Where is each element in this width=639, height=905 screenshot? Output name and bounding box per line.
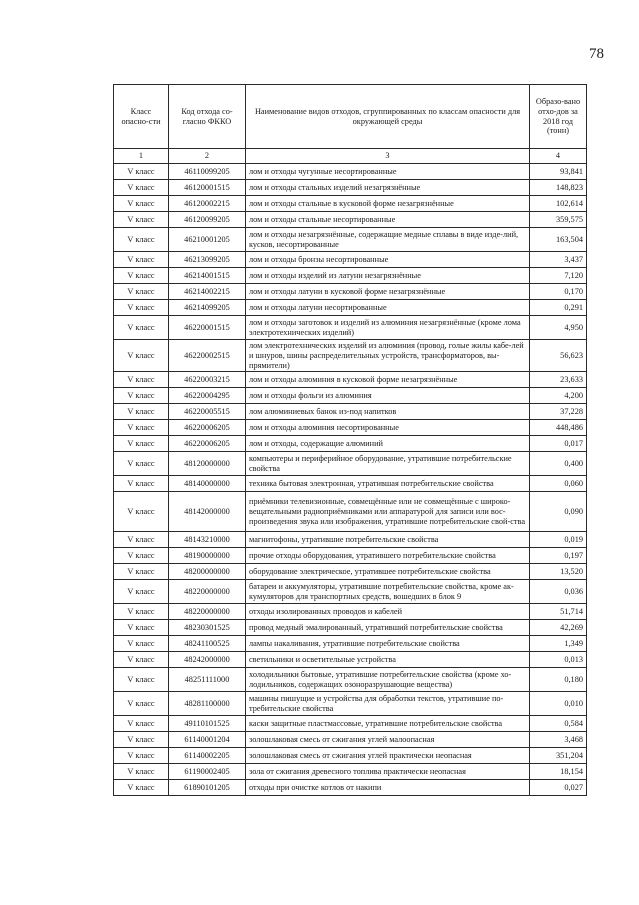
amount-cell: 148,823 [530, 180, 587, 196]
hazard-class-cell: V класс [114, 340, 169, 372]
amount-cell: 0,197 [530, 548, 587, 564]
column-number: 3 [246, 149, 530, 164]
fkko-code-cell: 46210001205 [169, 228, 246, 252]
table-row [114, 284, 587, 300]
waste-name-cell: батареи и аккумуляторы, утратившие потребительские свойства, кроме ак-кумуляторов для транспортных средств, вошедших в блок 9 [246, 580, 530, 604]
hazard-class-cell: V класс [114, 372, 169, 388]
amount-cell: 0,027 [530, 780, 587, 796]
fkko-code-cell: 46120002215 [169, 196, 246, 212]
hazard-class-cell: V класс [114, 420, 169, 436]
fkko-code-cell: 48140000000 [169, 476, 246, 492]
amount-cell: 0,584 [530, 716, 587, 732]
waste-name-cell: лом и отходы алюминия несортированные [246, 420, 530, 436]
header-hazard-class: Класс опасно-сти [114, 85, 169, 149]
table-row [114, 692, 587, 716]
fkko-code-cell: 49110101525 [169, 716, 246, 732]
waste-name-cell: оборудование электрическое, утратившее потребительские свойства [246, 564, 530, 580]
table-row [114, 548, 587, 564]
amount-cell: 3,437 [530, 252, 587, 268]
table-row [114, 652, 587, 668]
table-row [114, 196, 587, 212]
amount-cell: 3,468 [530, 732, 587, 748]
column-number: 2 [169, 149, 246, 164]
waste-name-cell: лом алюминиевых банок из-под напитков [246, 404, 530, 420]
hazard-class-cell: V класс [114, 212, 169, 228]
hazard-class-cell: V класс [114, 748, 169, 764]
fkko-code-cell: 48200000000 [169, 564, 246, 580]
waste-name-cell: зола от сжигания древесного топлива практически неопасная [246, 764, 530, 780]
fkko-code-cell: 61140001204 [169, 732, 246, 748]
fkko-code-cell: 48251111000 [169, 668, 246, 692]
waste-name-cell: лампы накаливания, утратившие потребительские свойства [246, 636, 530, 652]
waste-name-cell: золошлаковая смесь от сжигания углей малоопасная [246, 732, 530, 748]
amount-cell: 163,504 [530, 228, 587, 252]
hazard-class-cell: V класс [114, 452, 169, 476]
fkko-code-cell: 46220001515 [169, 316, 246, 340]
table-row [114, 668, 587, 692]
header-amount: Образо-вано отхо-дов за 2018 год (тонн) [530, 85, 587, 149]
table-row [114, 764, 587, 780]
amount-cell: 51,714 [530, 604, 587, 620]
amount-cell: 7,120 [530, 268, 587, 284]
hazard-class-cell: V класс [114, 436, 169, 452]
waste-name-cell: машины пишущие и устройства для обработки текстов, утратившие по-требительские свойства [246, 692, 530, 716]
amount-cell: 0,170 [530, 284, 587, 300]
table-row [114, 228, 587, 252]
fkko-code-cell: 48143210000 [169, 532, 246, 548]
waste-name-cell: магнитофоны, утратившие потребительские свойства [246, 532, 530, 548]
hazard-class-cell: V класс [114, 692, 169, 716]
table-row [114, 636, 587, 652]
table-row [114, 300, 587, 316]
hazard-class-cell: V класс [114, 716, 169, 732]
waste-name-cell: компьютеры и периферийное оборудование, утратившие потребительские свойства [246, 452, 530, 476]
amount-cell: 0,013 [530, 652, 587, 668]
amount-cell: 0,019 [530, 532, 587, 548]
waste-name-cell: отходы при очистке котлов от накипи [246, 780, 530, 796]
table-row [114, 492, 587, 532]
hazard-class-cell: V класс [114, 268, 169, 284]
page-number: 78 [589, 46, 604, 62]
fkko-code-cell: 46120001515 [169, 180, 246, 196]
waste-name-cell: лом и отходы заготовок и изделий из алюминия незагрязнённые (кроме лома электротехнических изделий) [246, 316, 530, 340]
fkko-code-cell: 48241100525 [169, 636, 246, 652]
amount-cell: 4,950 [530, 316, 587, 340]
amount-cell: 56,623 [530, 340, 587, 372]
amount-cell: 0,060 [530, 476, 587, 492]
table-row [114, 580, 587, 604]
hazard-class-cell: V класс [114, 668, 169, 692]
table-row [114, 252, 587, 268]
amount-cell: 0,291 [530, 300, 587, 316]
waste-name-cell: лом и отходы латуни в кусковой форме незагрязнённые [246, 284, 530, 300]
waste-name-cell: лом и отходы незагрязнённые, содержащие медные сплавы в виде изде-лий, кусков, несортированные [246, 228, 530, 252]
table-row [114, 180, 587, 196]
hazard-class-cell: V класс [114, 316, 169, 340]
table-row [114, 372, 587, 388]
hazard-class-cell: V класс [114, 604, 169, 620]
waste-name-cell: прочие отходы оборудования, утратившего потребительские свойства [246, 548, 530, 564]
header-waste-name: Наименование видов отходов, сгруппированных по классам опасности для окружающей среды [246, 85, 530, 149]
waste-name-cell: светильники и осветительные устройства [246, 652, 530, 668]
column-number: 4 [530, 149, 587, 164]
column-number: 1 [114, 149, 169, 164]
amount-cell: 102,614 [530, 196, 587, 212]
hazard-class-cell: V класс [114, 532, 169, 548]
fkko-code-cell: 46220006205 [169, 436, 246, 452]
amount-cell: 18,154 [530, 764, 587, 780]
table-row [114, 420, 587, 436]
table-row [114, 268, 587, 284]
table-row [114, 748, 587, 764]
amount-cell: 448,486 [530, 420, 587, 436]
table-row [114, 604, 587, 620]
fkko-code-cell: 46220002515 [169, 340, 246, 372]
amount-cell: 0,180 [530, 668, 587, 692]
waste-name-cell: приёмники телевизионные, совмещённые или не совмещённые с широко-вещательными радиоприёмниками или аппаратурой для записи или вос-произведения звука или изображения, утратившие потребительские свой-ства [246, 492, 530, 532]
amount-cell: 0,010 [530, 692, 587, 716]
fkko-code-cell: 46214002215 [169, 284, 246, 300]
table-row [114, 436, 587, 452]
header-fkko-code: Код отхода со-гласно ФККО [169, 85, 246, 149]
table-row [114, 404, 587, 420]
amount-cell: 0,036 [530, 580, 587, 604]
waste-name-cell: каски защитные пластмассовые, утратившие потребительские свойства [246, 716, 530, 732]
hazard-class-cell: V класс [114, 620, 169, 636]
hazard-class-cell: V класс [114, 284, 169, 300]
table-row [114, 564, 587, 580]
table-row [114, 476, 587, 492]
waste-name-cell: лом и отходы, содержащие алюминий [246, 436, 530, 452]
amount-cell: 351,204 [530, 748, 587, 764]
fkko-code-cell: 48281100000 [169, 692, 246, 716]
fkko-code-cell: 46214001515 [169, 268, 246, 284]
amount-cell: 93,841 [530, 164, 587, 180]
hazard-class-cell: V класс [114, 300, 169, 316]
amount-cell: 13,520 [530, 564, 587, 580]
table-row [114, 164, 587, 180]
waste-name-cell: лом и отходы чугунные несортированные [246, 164, 530, 180]
fkko-code-cell: 46120099205 [169, 212, 246, 228]
fkko-code-cell: 46214099205 [169, 300, 246, 316]
table-row [114, 532, 587, 548]
waste-name-cell: лом и отходы алюминия в кусковой форме незагрязнённые [246, 372, 530, 388]
fkko-code-cell: 46213099205 [169, 252, 246, 268]
amount-cell: 0,400 [530, 452, 587, 476]
waste-name-cell: лом и отходы стальные несортированные [246, 212, 530, 228]
hazard-class-cell: V класс [114, 732, 169, 748]
amount-cell: 23,633 [530, 372, 587, 388]
waste-name-cell: лом и отходы фольги из алюминия [246, 388, 530, 404]
hazard-class-cell: V класс [114, 652, 169, 668]
fkko-code-cell: 48120000000 [169, 452, 246, 476]
fkko-code-cell: 48230301525 [169, 620, 246, 636]
fkko-code-cell: 48220000000 [169, 580, 246, 604]
fkko-code-cell: 48242000000 [169, 652, 246, 668]
hazard-class-cell: V класс [114, 388, 169, 404]
table-header-row [114, 85, 587, 149]
hazard-class-cell: V класс [114, 548, 169, 564]
fkko-code-cell: 61890101205 [169, 780, 246, 796]
amount-cell: 42,269 [530, 620, 587, 636]
hazard-class-cell: V класс [114, 476, 169, 492]
waste-name-cell: лом электротехнических изделий из алюминия (провод, голые жилы кабе-лей и шнуров, шины распределительных устройств, трансформаторов, вы-прямители) [246, 340, 530, 372]
amount-cell: 1,349 [530, 636, 587, 652]
hazard-class-cell: V класс [114, 404, 169, 420]
fkko-code-cell: 46220006205 [169, 420, 246, 436]
hazard-class-cell: V класс [114, 636, 169, 652]
table-row [114, 716, 587, 732]
table-row [114, 452, 587, 476]
fkko-code-cell: 46220005515 [169, 404, 246, 420]
hazard-class-cell: V класс [114, 780, 169, 796]
column-number-row [114, 149, 587, 164]
waste-table [113, 84, 587, 796]
hazard-class-cell: V класс [114, 252, 169, 268]
table-row [114, 780, 587, 796]
table-row [114, 212, 587, 228]
fkko-code-cell: 48190000000 [169, 548, 246, 564]
amount-cell: 37,228 [530, 404, 587, 420]
table-row [114, 316, 587, 340]
waste-name-cell: техника бытовая электронная, утратившая потребительские свойства [246, 476, 530, 492]
fkko-code-cell: 46220004295 [169, 388, 246, 404]
amount-cell: 4,200 [530, 388, 587, 404]
waste-name-cell: лом и отходы стальные в кусковой форме незагрязнённые [246, 196, 530, 212]
amount-cell: 359,575 [530, 212, 587, 228]
hazard-class-cell: V класс [114, 164, 169, 180]
fkko-code-cell: 46110099205 [169, 164, 246, 180]
hazard-class-cell: V класс [114, 580, 169, 604]
hazard-class-cell: V класс [114, 492, 169, 532]
hazard-class-cell: V класс [114, 180, 169, 196]
fkko-code-cell: 48220000000 [169, 604, 246, 620]
amount-cell: 0,017 [530, 436, 587, 452]
hazard-class-cell: V класс [114, 228, 169, 252]
fkko-code-cell: 46220003215 [169, 372, 246, 388]
table-row [114, 620, 587, 636]
table-row [114, 388, 587, 404]
hazard-class-cell: V класс [114, 764, 169, 780]
hazard-class-cell: V класс [114, 196, 169, 212]
waste-name-cell: лом и отходы изделий из латуни незагрязнённые [246, 268, 530, 284]
waste-name-cell: лом и отходы бронзы несортированные [246, 252, 530, 268]
table-row [114, 340, 587, 372]
waste-name-cell: золошлаковая смесь от сжигания углей практически неопасная [246, 748, 530, 764]
waste-name-cell: лом и отходы стальных изделий незагрязнённые [246, 180, 530, 196]
waste-name-cell: лом и отходы латуни несортированные [246, 300, 530, 316]
fkko-code-cell: 48142000000 [169, 492, 246, 532]
fkko-code-cell: 61190002405 [169, 764, 246, 780]
fkko-code-cell: 61140002205 [169, 748, 246, 764]
hazard-class-cell: V класс [114, 564, 169, 580]
waste-name-cell: отходы изолированных проводов и кабелей [246, 604, 530, 620]
waste-name-cell: холодильники бытовые, утратившие потребительские свойства (кроме хо-лодильников, содержащих озоноразрушающие вещества) [246, 668, 530, 692]
waste-name-cell: провод медный эмалированный, утративший потребительские свойства [246, 620, 530, 636]
amount-cell: 0,090 [530, 492, 587, 532]
table-row [114, 732, 587, 748]
